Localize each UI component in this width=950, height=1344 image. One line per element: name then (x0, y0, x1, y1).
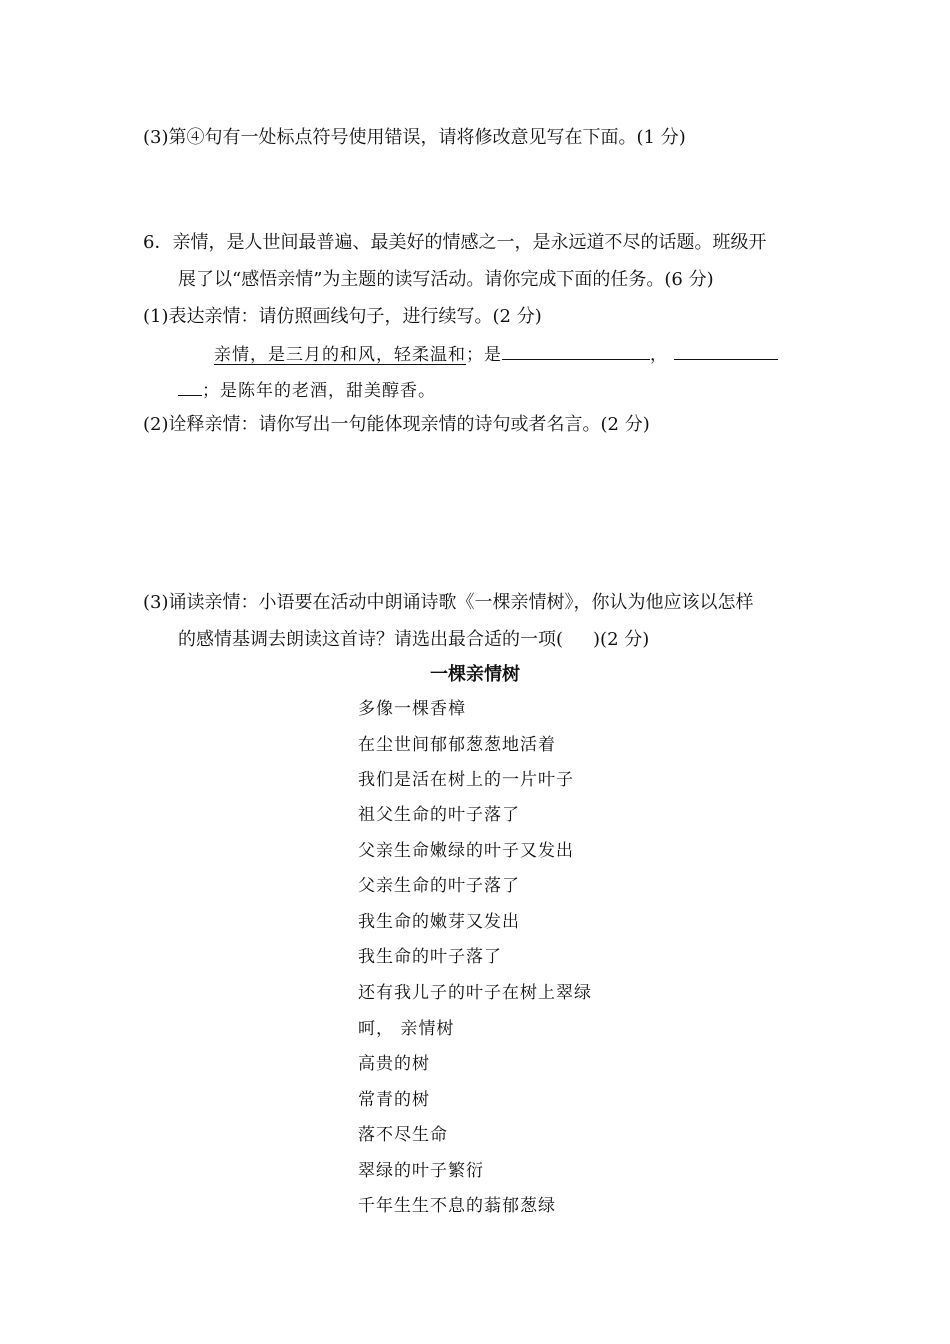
part-3-score: )(2 分) (593, 629, 650, 650)
comma-text: ， (650, 345, 668, 365)
poem-line: 呵， 亲情树 (358, 1019, 455, 1039)
poem-line: 祖父生命的叶子落了 (358, 805, 520, 825)
poem-line: 父亲生命嫩绿的叶子又发出 (358, 841, 574, 861)
poem-line: 我生命的嫩芽又发出 (358, 912, 520, 932)
poem-line: 父亲生命的叶子落了 (358, 876, 520, 896)
answer-blank-2[interactable] (674, 341, 778, 360)
question-6-part-1-continuation (178, 377, 436, 403)
question-5-part-3: (3)第④句有一处标点符号使用错误，请将修改意见写在下面。(1 分) (143, 127, 686, 148)
underlined-example-sentence: 亲情，是三月的和风，轻柔温和 (214, 345, 466, 365)
question-6-part-2-prompt: (2)诠释亲情：请你写出一句能体现亲情的诗句或者名言。(2 分) (143, 414, 650, 435)
sentence-tail: ；是陈年的老酒，甜美醇香。 (202, 381, 436, 401)
part-3-question-text: 的感情基调去朗读这首诗？请选出最合适的一项( (178, 629, 564, 650)
poem-line: 翠绿的叶子繁衍 (358, 1161, 484, 1181)
poem-line: 多像一棵香樟 (358, 699, 466, 719)
question-6-part-1-sentence (214, 341, 778, 367)
question-6-stem-line-1: 6．亲情，是人世间最普遍、最美好的情感之一，是永远道不尽的话题。班级开 (143, 232, 767, 253)
question-6-part-1-prompt: (1)表达亲情：请仿照画线句子，进行续写。(2 分) (143, 306, 542, 327)
answer-blank-2-continued[interactable] (178, 377, 202, 396)
poem-line: 千年生生不息的蓊郁葱绿 (358, 1196, 556, 1216)
answer-blank-1[interactable] (502, 341, 650, 360)
poem-line: 常青的树 (358, 1090, 430, 1110)
poem-line: 我生命的叶子落了 (358, 947, 502, 967)
question-6-part-3-line-2 (178, 628, 649, 652)
poem-line: 还有我儿子的叶子在树上翠绿 (358, 983, 592, 1003)
separator-text: ；是 (466, 345, 502, 365)
poem-line: 落不尽生命 (358, 1125, 448, 1145)
question-6-part-3-line-1: (3)诵读亲情：小语要在活动中朗诵诗歌《一棵亲情树》，你认为他应该以怎样 (143, 592, 754, 613)
poem-title: 一棵亲情树 (430, 664, 520, 685)
poem-line: 高贵的树 (358, 1054, 430, 1074)
poem-line: 在尘世间郁郁葱葱地活着 (358, 735, 556, 755)
poem-line: 我们是活在树上的一片叶子 (358, 770, 574, 790)
question-6-stem-line-2: 展了以“感悟亲情”为主题的读写活动。请你完成下面的任务。(6 分) (178, 269, 714, 290)
